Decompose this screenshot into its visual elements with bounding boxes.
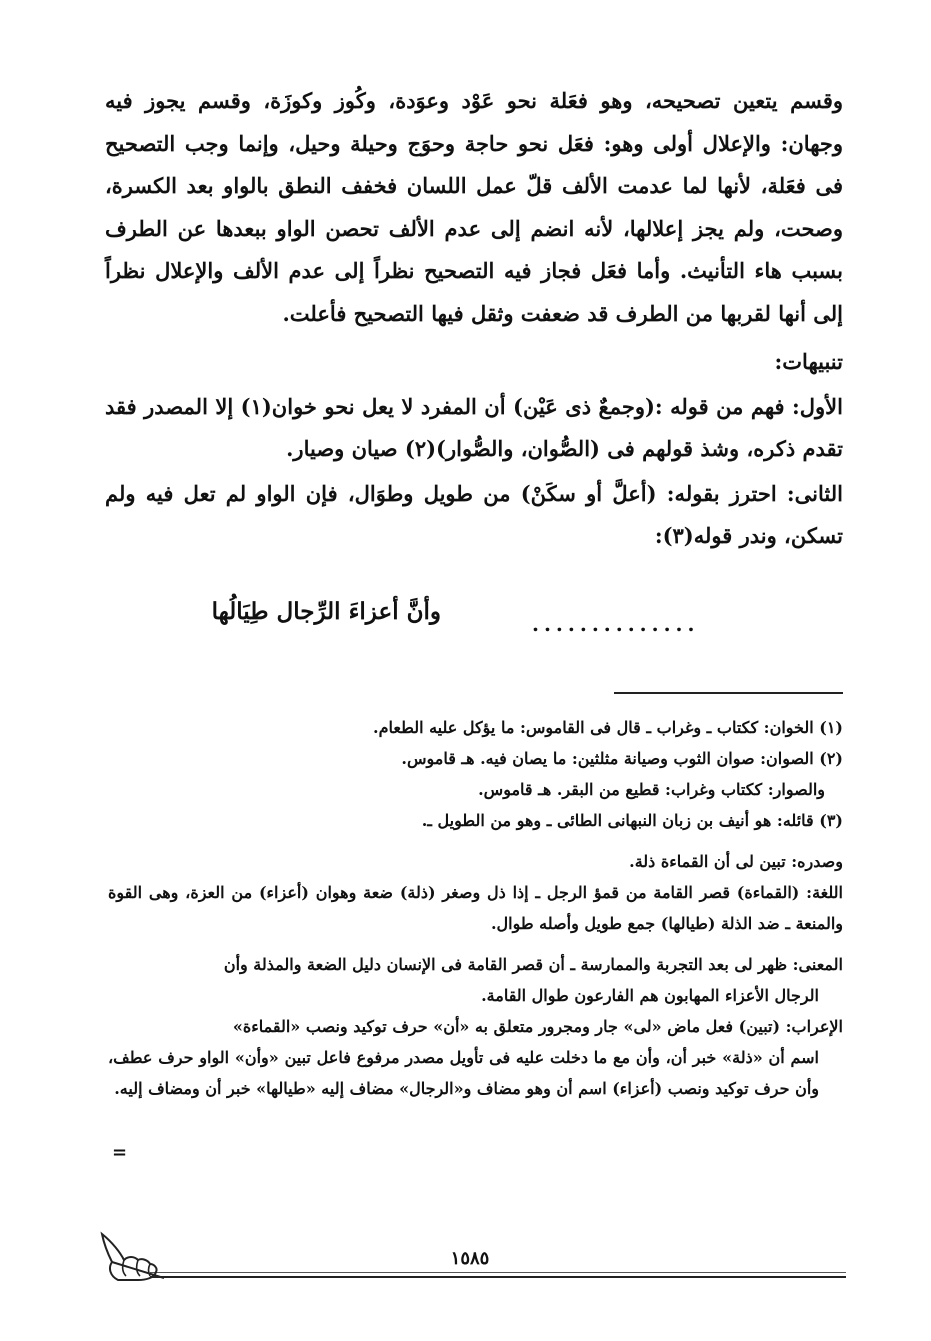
page-number: ١٥٨٥ [450, 1248, 490, 1269]
footnote-maana [108, 949, 843, 980]
footnote-1: (١) الخوان: ككتاب ـ وغراب ـ قال فى القاموس: ما يؤكل عليه الطعام. [373, 718, 843, 737]
footnote-2: (٢) الصوان: صوان الثوب وصيانة مثلثين: ما يصان فيه. هـ قاموس. [401, 749, 843, 768]
footnote-separator [614, 692, 843, 694]
footnotes [108, 712, 843, 1104]
poetry-verse: وأنَّ أعزاءَ الرِّجال طِيَالُها [211, 598, 441, 625]
section-heading: تنبيهات: [774, 349, 843, 374]
footnote-lugha: اللغة: (القماءة) قصر القامة من قمؤ الرجل ـ إذا ذل وصغر (ذلة) ضعة وهوان (أعزاء) من العزة، وهى القوة والمنعة ـ ضد الذلة (طيالها) جمع طويل وأصله طوال. [108, 883, 843, 933]
footnote-maana-lead: المعنى: ظهر لى بعد التجربة والممارسة ـ أن قصر القامة فى الإنسان دليل الضعة والمذلة وأن [223, 955, 843, 974]
notice-second: الثانى: احترز بقوله: (أعلَّ أو سكَنْ) من طويل وطوَال، فإن الواو لم تعل فيه ولم تسكن، وندر قوله(٣): [105, 480, 843, 548]
footnote-irab [108, 1011, 843, 1042]
main-text [105, 80, 843, 558]
notice-first: الأول: فهم من قوله :(وجمعٌ ذى عَيْن) أن المفرد لا يعل نحو خوان(١) إلا المصدر فقد تقدم ذكره، وشذ قولهم فى (الصُّوان، والصُّوار)(٢) صيان وصيار. [105, 393, 843, 461]
continuation-mark: = [112, 1142, 128, 1163]
footnote-3: (٣) قائله: هو أنيف بن زبان النبهانى الطائى ـ وهو من الطويل ـ. [421, 811, 843, 830]
verse-ellipsis: .............. [532, 612, 700, 636]
footnote-maana-rest: الرجال الأعزاء المهابون هم الفارعون طوال القامة. [481, 986, 819, 1005]
footnote-2-continuation: والصوار: ككتاب وغراب: قطيع من البقر. هـ قاموس. [478, 780, 825, 799]
bottom-rule-thin [150, 1272, 846, 1273]
footnote-irab-rest: اسم أن «ذلة» خبر أن، وأن مع ما دخلت عليه فى تأويل مصدر مرفوع فاعل تبين «وأن» الواو حرف عطف، وأن حرف توكيد ونصب (أعزاء) اسم أن وهو مضاف و«الرجال» مضاف إليه «طيالها» خبر أن ومضاف إليه. [108, 1048, 819, 1098]
main-paragraph: وقسم يتعين تصحيحه، وهو فعَلة نحو عَوْد وعوَدة، وكُوز وكوزَة، وقسم يجوز فيه وجهان: والإعلال أولى وهو: فعَل نحو حاجة وحوَج وحيلة وحيل، وإنما وجب التصحيح فى فعَلة، لأنها لما عدمت الألف قلّ عمل اللسان فخفف النطق بالواو بعد الكسرة، وصحت، ولم يجز إعلالها، لأنه انضم إلى عدم الألف تحصن الواو ببعدها عن الطرف بسبب هاء التأنيث. وأما فعَل فجاز فيه التصحيح نظراً إلى عدم الألف والإعلال نظراً إلى أنها لقربها من الطرف قد ضعفت وثقل فيها التصحيح فأعلت. [105, 88, 843, 326]
footnote-irab-lead: الإعراب: (تبين) فعل ماض «لى» جار ومجرور متعلق به «أن» حرف توكيد ونصب «القماءة» [232, 1017, 843, 1036]
footnote-sadr: وصدره: تبين لى أن القماءة ذلة. [629, 852, 843, 871]
bottom-rule [150, 1276, 846, 1278]
pointing-hand-icon [98, 1226, 164, 1284]
